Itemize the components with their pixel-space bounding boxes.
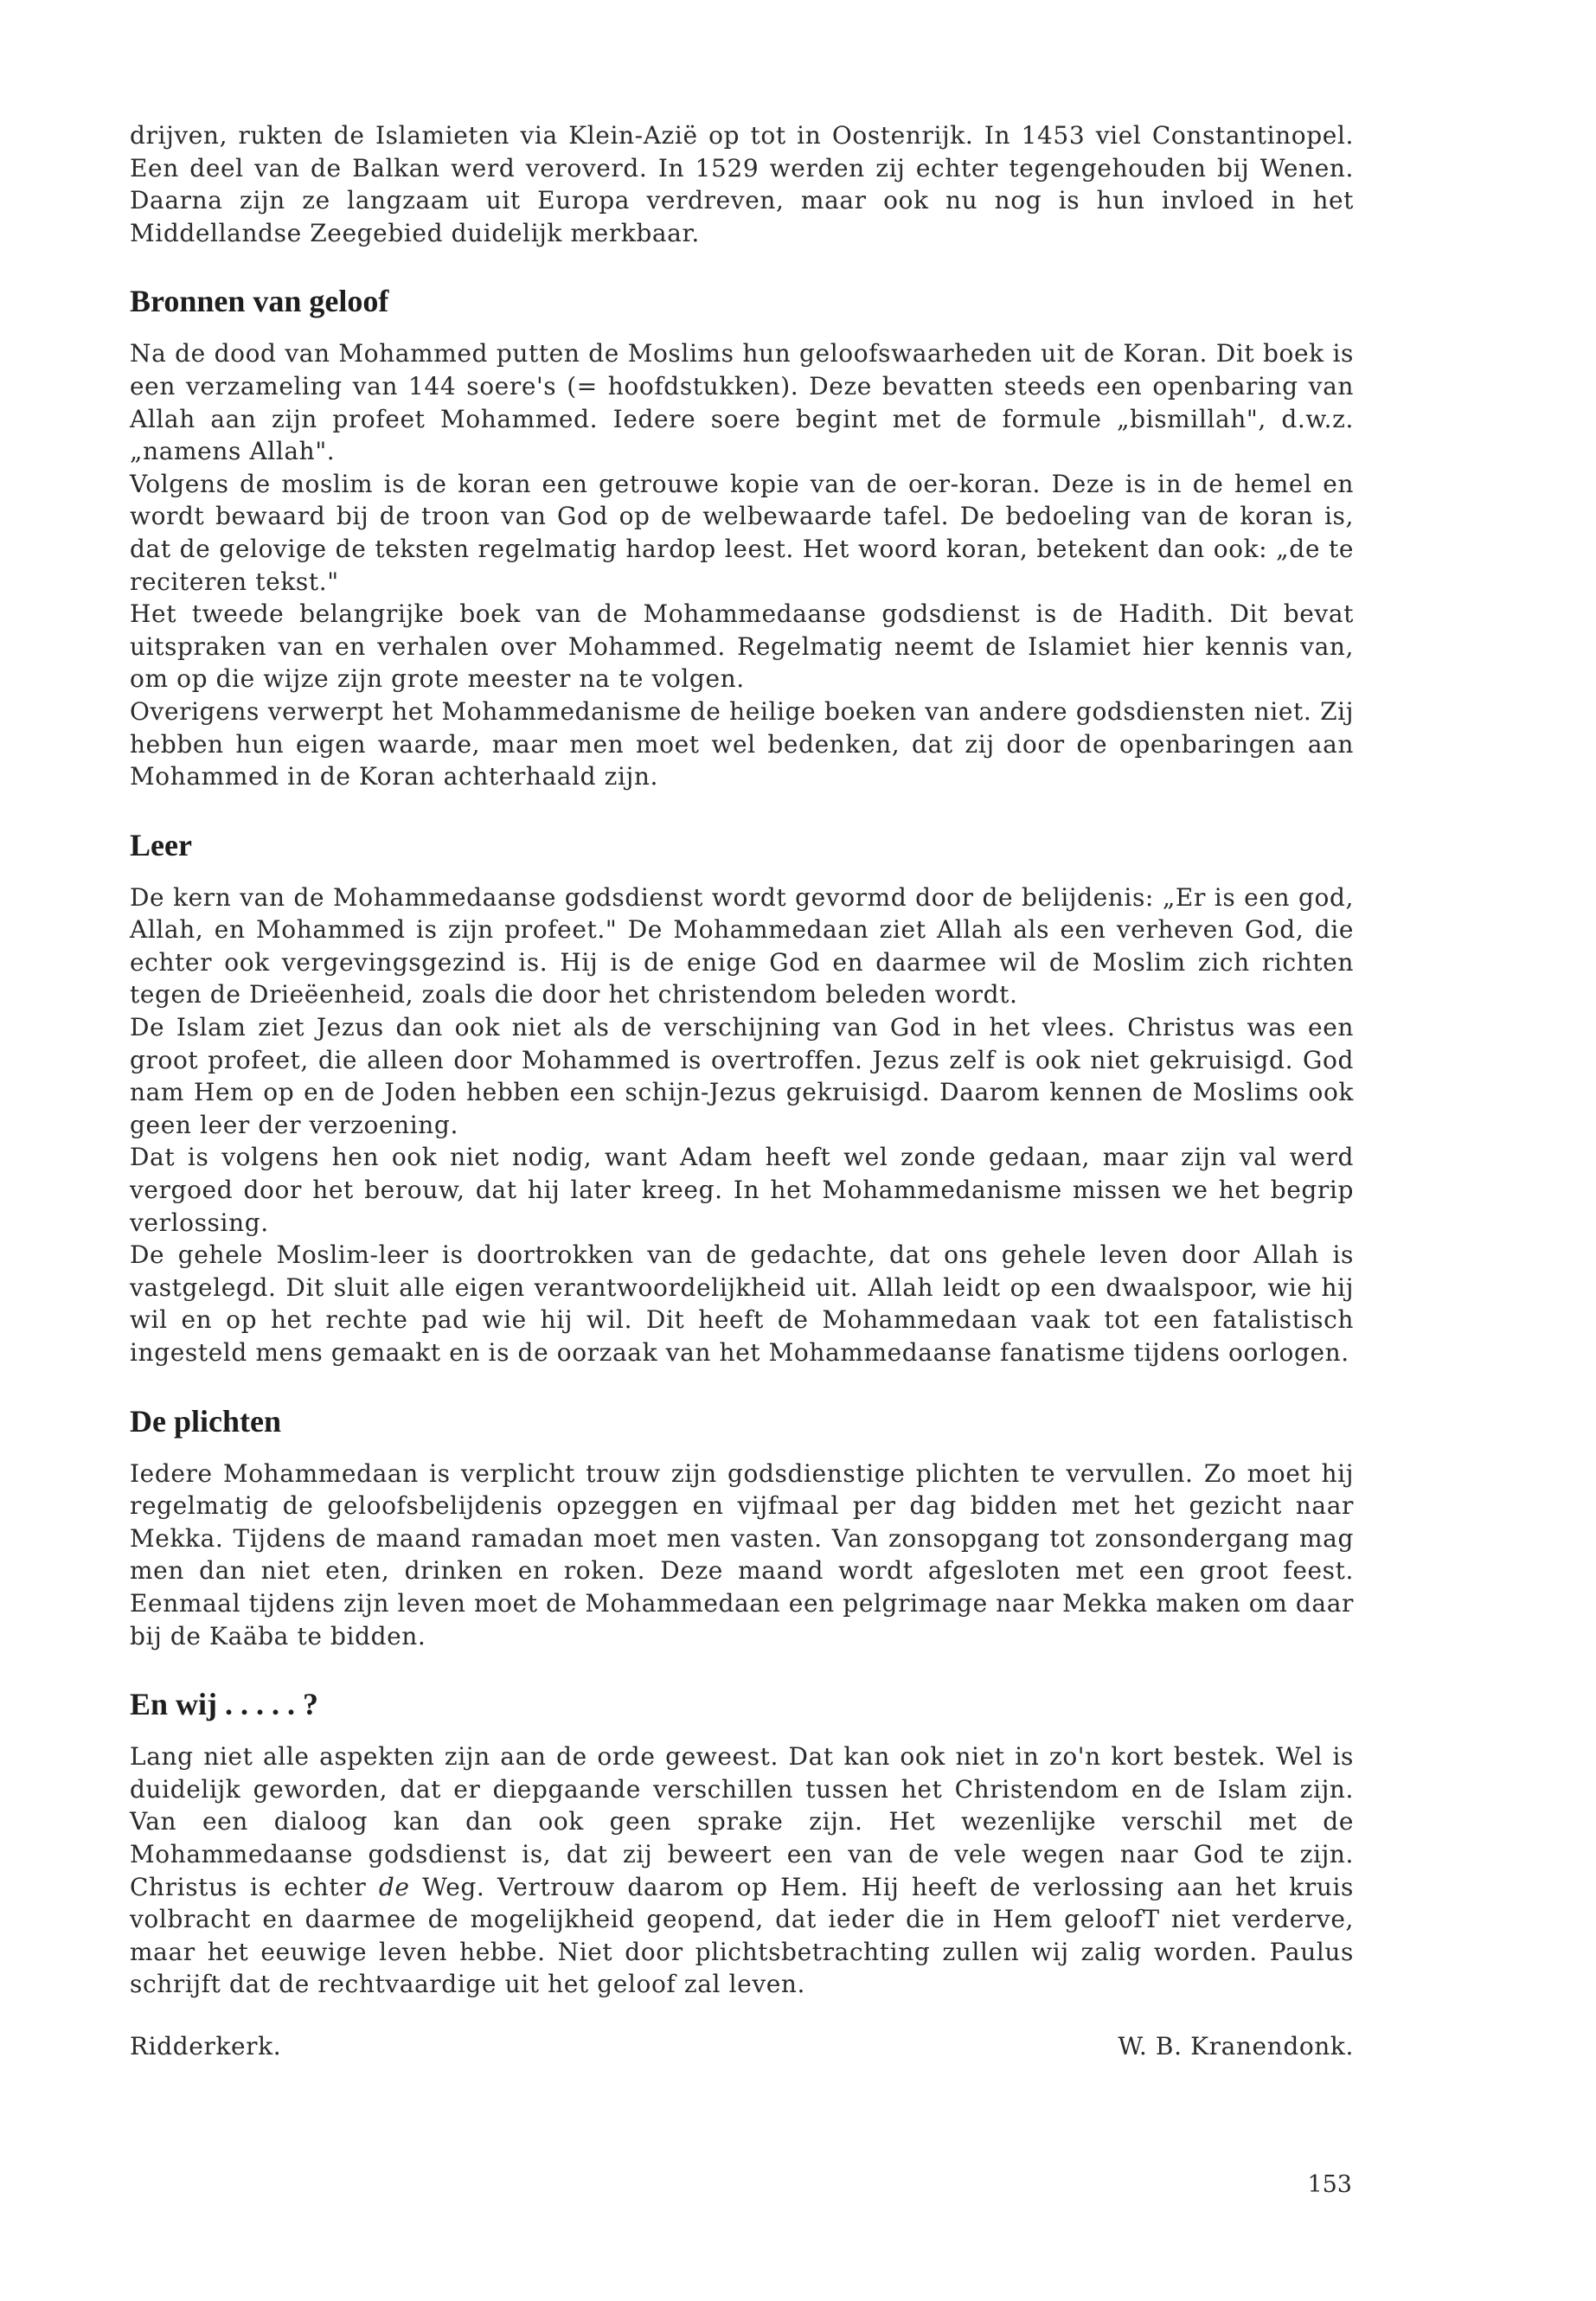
bronnen-paragraph-2: Volgens de moslim is de koran een getrouwe kopie van de oer-koran. Deze is in de hemel en wordt bewaard bij de troon van God op de welbewaarde tafel. De bedoeling van de koran is, dat de gelovige de teksten regelmatig hardop leest. Het woord koran, betekent dan ook: „de te reciteren tekst." bbox=[130, 469, 1354, 596]
article-page bbox=[130, 119, 1354, 2063]
bronnen-paragraph-4: Overigens verwerpt het Mohammedanisme de heilige boeken van andere godsdiensten niet. Zij hebben hun eigen waarde, maar men moet wel bedenken, dat zij door de openbaringen aan Mohammed in de Koran achterhaald zijn. bbox=[130, 696, 1354, 792]
bronnen-paragraph-1: Na de dood van Mohammed putten de Moslims hun geloofswaarheden uit de Koran. Dit boek is een verzameling van 144 soere's (= hoofdstukken). Deze bevatten steeds een openbaring van Allah aan zijn profeet Mohammed. Iedere soere begint met de formule „bismillah", d.w.z. „namens Allah". bbox=[130, 339, 1354, 466]
en-wij-text-part-2: Weg. Vertrouw daarom op Hem. Hij heeft de verlossing aan het kruis volbracht en daarmee de mogelijkheid geopend, dat ieder die in Hem geloofT niet verderve, maar het eeuwige leven hebbe. Niet door plichtsbetrachting zullen wij zalig worden. Paulus schrijft dat de rechtvaardige uit het geloof zal leven. bbox=[130, 1872, 1354, 1999]
leer-paragraph-4: De gehele Moslim-leer is doortrokken van de gedachte, dat ons gehele leven door Allah is vastgelegd. Dit sluit alle eigen verantwoordelijkheid uit. Allah leidt op een dwaalspoor, wie hij wil en op het rechte pad wie hij wil. Dit heeft de Mohammedaan vaak tot een fatalistisch ingesteld mens gemaakt en is de oorzaak van het Mohammedaanse fanatisme tijdens oorlogen. bbox=[130, 1240, 1354, 1367]
en-wij-emphasis: de bbox=[378, 1872, 410, 1901]
leer-paragraph-3: Dat is volgens hen ook niet nodig, want Adam heeft wel zonde gedaan, maar zijn val werd vergoed door het berouw, dat hij later kreeg. In het Mohammedanisme missen we het begrip verlossing. bbox=[130, 1143, 1354, 1237]
heading-leer: Leer bbox=[130, 827, 192, 862]
signature-row bbox=[130, 2030, 1354, 2063]
heading-en-wij: En wij . . . . . ? bbox=[130, 1687, 319, 1722]
heading-bronnen-van-geloof: Bronnen van geloof bbox=[130, 284, 389, 319]
signature-author: W. B. Kranendonk. bbox=[1118, 2031, 1354, 2061]
page-number: 153 bbox=[1307, 2171, 1352, 2198]
plichten-paragraph-1: Iedere Mohammedaan is verplicht trouw zijn godsdienstige plichten te vervullen. Zo moet hij regelmatig de geloofsbelijdenis opzeggen en vijfmaal per dag bidden met het gezicht naar Mekka. Tijdens de maand ramadan moet men vasten. Van zonsopgang tot zonsondergang mag men dan niet eten, drinken en roken. Deze maand wordt afgesloten met een groot feest. Eenmaal tijdens zijn leven moet de Mohammedaan een pelgrimage naar Mekka maken om daar bij de Kaäba te bidden. bbox=[130, 1458, 1354, 1650]
intro-paragraph: drijven, rukten de Islamieten via Klein-Azië op tot in Oostenrijk. In 1453 viel Constantinopel. Een deel van de Balkan werd veroverd. In 1529 werden zij echter tegengehouden bij Wenen. Daarna zijn ze langzaam uit Europa verdreven, maar ook nu nog is hun invloed in het Middellandse Zeegebied duidelijk merkbaar. bbox=[130, 121, 1354, 247]
leer-paragraph-1: De kern van de Mohammedaanse godsdienst wordt gevormd door de belijdenis: „Er is een god, Allah, en Mohammed is zijn profeet." De Mohammedaan ziet Allah als een verheven God, die echter ook vergevingsgezind is. Hij is de enige God en daarmee wil de Moslim zich richten tegen de Drieëenheid, zoals die door het christendom beleden wordt. bbox=[130, 882, 1354, 1009]
bronnen-paragraph-3: Het tweede belangrijke boek van de Mohammedaanse godsdienst is de Hadith. Dit bevat uitspraken van en verhalen over Mohammed. Regelmatig neemt de Islamiet hier kennis van, om op die wijze zijn grote meester na te volgen. bbox=[130, 599, 1354, 694]
en-wij-text-part-1: Lang niet alle aspekten zijn aan de orde geweest. Dat kan ook niet in zo'n kort bestek. Wel is duidelijk geworden, dat er diepgaande verschillen tussen het Christendom en de Islam zijn. Van een dialoog kan dan ook geen sprake zijn. Het wezenlijke verschil met de Mohammedaanse godsdienst is, dat zij beweert een van de vele wegen naar God te zijn. Christus is echter bbox=[130, 1742, 1354, 1901]
leer-paragraph-2: De Islam ziet Jezus dan ook niet als de verschijning van God in het vlees. Christus was een groot profeet, die alleen door Mohammed is overtroffen. Jezus zelf is ook niet gekruisigd. God nam Hem op en de Joden hebben een schijn-Jezus gekruisigd. Daarom kennen de Moslims ook geen leer der verzoening. bbox=[130, 1013, 1354, 1139]
en-wij-paragraph bbox=[130, 1740, 1354, 2001]
heading-de-plichten: De plichten bbox=[130, 1403, 281, 1439]
signature-place: Ridderkerk. bbox=[130, 2031, 282, 2061]
